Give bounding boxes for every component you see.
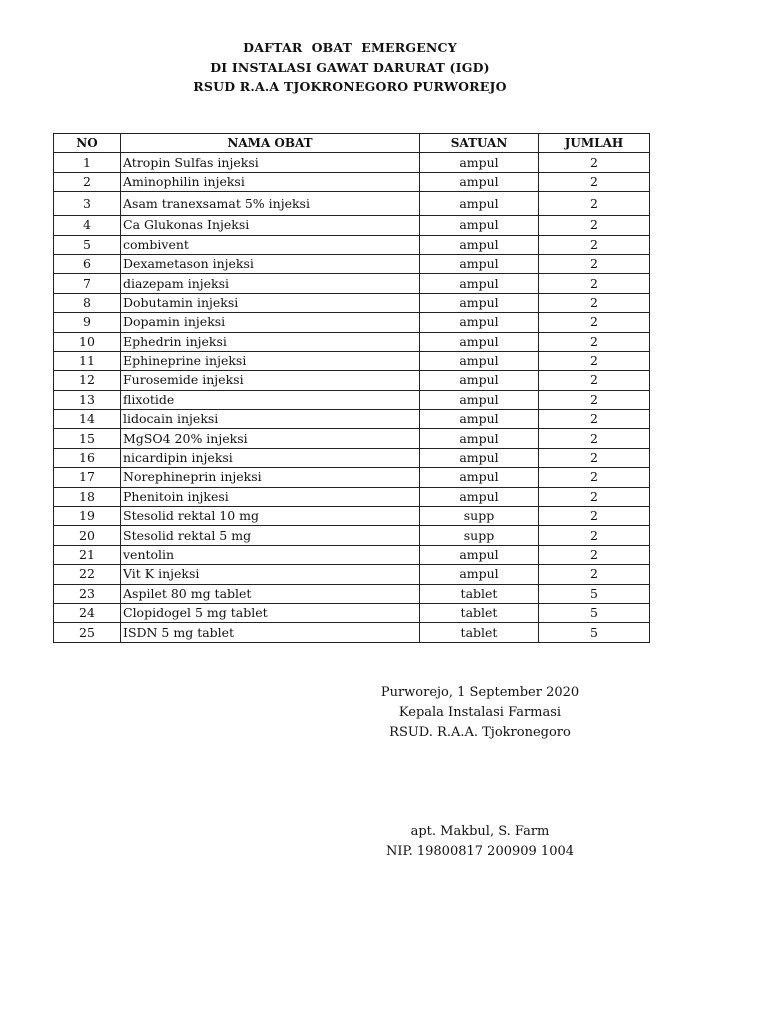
cell-nama-obat: Ca Glukonas Injeksi <box>121 216 420 235</box>
cell-satuan: ampul <box>420 216 539 235</box>
cell-no: 13 <box>54 390 121 409</box>
signer-nip: NIP. 19800817 200909 1004 <box>385 844 575 859</box>
cell-jumlah: 2 <box>539 487 650 506</box>
column-header-satuan: SATUAN <box>420 134 539 153</box>
cell-satuan: ampul <box>420 235 539 254</box>
table-row <box>54 526 650 545</box>
signature-block-bottom <box>330 822 630 862</box>
cell-nama-obat: combivent <box>121 235 420 254</box>
cell-jumlah: 2 <box>539 429 650 448</box>
cell-jumlah: 2 <box>539 448 650 467</box>
cell-nama-obat: Clopidogel 5 mg tablet <box>121 603 420 622</box>
cell-jumlah: 2 <box>539 565 650 584</box>
table-row <box>54 293 650 312</box>
cell-nama-obat: Norephineprin injeksi <box>121 468 420 487</box>
cell-no: 8 <box>54 293 121 312</box>
table-row <box>54 390 650 409</box>
cell-no: 24 <box>54 603 121 622</box>
title-line-1: DAFTAR OBAT EMERGENCY <box>243 40 457 55</box>
table-row <box>54 545 650 564</box>
cell-nama-obat: Stesolid rektal 5 mg <box>121 526 420 545</box>
signer-institution: RSUD. R.A.A. Tjokronegoro <box>389 725 571 740</box>
table-row <box>54 410 650 429</box>
cell-jumlah: 2 <box>539 254 650 273</box>
table-row <box>54 313 650 332</box>
cell-no: 10 <box>54 332 121 351</box>
cell-no: 19 <box>54 507 121 526</box>
cell-jumlah: 2 <box>539 468 650 487</box>
column-header-no: NO <box>54 134 121 153</box>
table-body <box>54 153 650 642</box>
cell-jumlah: 2 <box>539 351 650 370</box>
cell-satuan: ampul <box>420 410 539 429</box>
cell-nama-obat: ventolin <box>121 545 420 564</box>
cell-satuan: supp <box>420 507 539 526</box>
cell-nama-obat: Vit K injeksi <box>121 565 420 584</box>
cell-satuan: tablet <box>420 623 539 642</box>
table-row <box>54 623 650 642</box>
table-row <box>54 507 650 526</box>
cell-jumlah: 2 <box>539 390 650 409</box>
title-line-3: RSUD R.A.A TJOKRONEGORO PURWOREJO <box>193 79 507 94</box>
cell-no: 21 <box>54 545 121 564</box>
cell-nama-obat: Aminophilin injeksi <box>121 172 420 191</box>
cell-satuan: ampul <box>420 254 539 273</box>
cell-satuan: ampul <box>420 390 539 409</box>
cell-no: 11 <box>54 351 121 370</box>
cell-satuan: ampul <box>420 293 539 312</box>
table-row <box>54 254 650 273</box>
cell-satuan: ampul <box>420 153 539 172</box>
cell-jumlah: 2 <box>539 332 650 351</box>
cell-nama-obat: Ephedrin injeksi <box>121 332 420 351</box>
cell-satuan: ampul <box>420 172 539 191</box>
title-line-2: DI INSTALASI GAWAT DARURAT (IGD) <box>210 59 490 75</box>
medicine-table <box>53 133 650 643</box>
cell-no: 6 <box>54 254 121 273</box>
table-row <box>54 192 650 216</box>
cell-nama-obat: Stesolid rektal 10 mg <box>121 507 420 526</box>
cell-nama-obat: nicardipin injeksi <box>121 448 420 467</box>
cell-no: 7 <box>54 274 121 293</box>
cell-jumlah: 5 <box>539 603 650 622</box>
column-header-nama-obat: NAMA OBAT <box>121 134 420 153</box>
table-row <box>54 468 650 487</box>
cell-jumlah: 2 <box>539 410 650 429</box>
cell-jumlah: 2 <box>539 153 650 172</box>
cell-satuan: ampul <box>420 429 539 448</box>
cell-nama-obat: Ephineprine injeksi <box>121 351 420 370</box>
cell-nama-obat: flixotide <box>121 390 420 409</box>
signer-position: Kepala Instalasi Farmasi <box>398 705 562 720</box>
cell-no: 2 <box>54 172 121 191</box>
cell-no: 22 <box>54 565 121 584</box>
column-header-jumlah: JUMLAH <box>539 134 650 153</box>
cell-jumlah: 2 <box>539 371 650 390</box>
cell-satuan: ampul <box>420 313 539 332</box>
cell-nama-obat: Atropin Sulfas injeksi <box>121 153 420 172</box>
cell-nama-obat: ISDN 5 mg tablet <box>121 623 420 642</box>
cell-satuan: ampul <box>420 565 539 584</box>
cell-jumlah: 5 <box>539 584 650 603</box>
cell-nama-obat: MgSO4 20% injeksi <box>121 429 420 448</box>
cell-no: 25 <box>54 623 121 642</box>
cell-satuan: ampul <box>420 468 539 487</box>
cell-jumlah: 2 <box>539 235 650 254</box>
cell-no: 16 <box>54 448 121 467</box>
cell-satuan: ampul <box>420 274 539 293</box>
cell-nama-obat: Dobutamin injeksi <box>121 293 420 312</box>
cell-nama-obat: Aspilet 80 mg tablet <box>121 584 420 603</box>
cell-no: 17 <box>54 468 121 487</box>
table-row <box>54 216 650 235</box>
cell-satuan: ampul <box>420 332 539 351</box>
cell-no: 14 <box>54 410 121 429</box>
cell-nama-obat: Dopamin injeksi <box>121 313 420 332</box>
table-header-row <box>54 134 650 153</box>
signature-block-top <box>330 683 630 743</box>
cell-nama-obat: Furosemide injeksi <box>121 371 420 390</box>
cell-satuan: ampul <box>420 487 539 506</box>
cell-nama-obat: lidocain injeksi <box>121 410 420 429</box>
table-row <box>54 371 650 390</box>
document-title <box>0 38 700 97</box>
cell-jumlah: 2 <box>539 172 650 191</box>
cell-jumlah: 2 <box>539 274 650 293</box>
table-row <box>54 448 650 467</box>
cell-jumlah: 2 <box>539 293 650 312</box>
table-row <box>54 565 650 584</box>
signer-name: apt. Makbul, S. Farm <box>410 824 550 839</box>
cell-satuan: ampul <box>420 545 539 564</box>
cell-satuan: supp <box>420 526 539 545</box>
table-row <box>54 332 650 351</box>
cell-jumlah: 2 <box>539 545 650 564</box>
table-row <box>54 153 650 172</box>
table-row <box>54 487 650 506</box>
cell-jumlah: 2 <box>539 507 650 526</box>
table-row <box>54 274 650 293</box>
cell-nama-obat: diazepam injeksi <box>121 274 420 293</box>
cell-jumlah: 2 <box>539 526 650 545</box>
cell-satuan: tablet <box>420 584 539 603</box>
cell-jumlah: 2 <box>539 313 650 332</box>
cell-nama-obat: Dexametason injeksi <box>121 254 420 273</box>
cell-satuan: ampul <box>420 351 539 370</box>
cell-no: 23 <box>54 584 121 603</box>
cell-jumlah: 2 <box>539 216 650 235</box>
cell-nama-obat: Phenitoin injkesi <box>121 487 420 506</box>
cell-satuan: ampul <box>420 192 539 216</box>
place-date: Purworejo, 1 September 2020 <box>380 685 580 700</box>
cell-no: 9 <box>54 313 121 332</box>
cell-no: 5 <box>54 235 121 254</box>
cell-no: 12 <box>54 371 121 390</box>
cell-satuan: ampul <box>420 371 539 390</box>
table-row <box>54 429 650 448</box>
table-row <box>54 351 650 370</box>
cell-satuan: tablet <box>420 603 539 622</box>
table-row <box>54 603 650 622</box>
table-row <box>54 235 650 254</box>
cell-no: 1 <box>54 153 121 172</box>
cell-no: 3 <box>54 192 121 216</box>
cell-jumlah: 2 <box>539 192 650 216</box>
cell-satuan: ampul <box>420 448 539 467</box>
cell-nama-obat: Asam tranexsamat 5% injeksi <box>121 192 420 216</box>
table-row <box>54 172 650 191</box>
cell-no: 18 <box>54 487 121 506</box>
cell-no: 20 <box>54 526 121 545</box>
cell-no: 4 <box>54 216 121 235</box>
cell-no: 15 <box>54 429 121 448</box>
cell-jumlah: 5 <box>539 623 650 642</box>
table-row <box>54 584 650 603</box>
